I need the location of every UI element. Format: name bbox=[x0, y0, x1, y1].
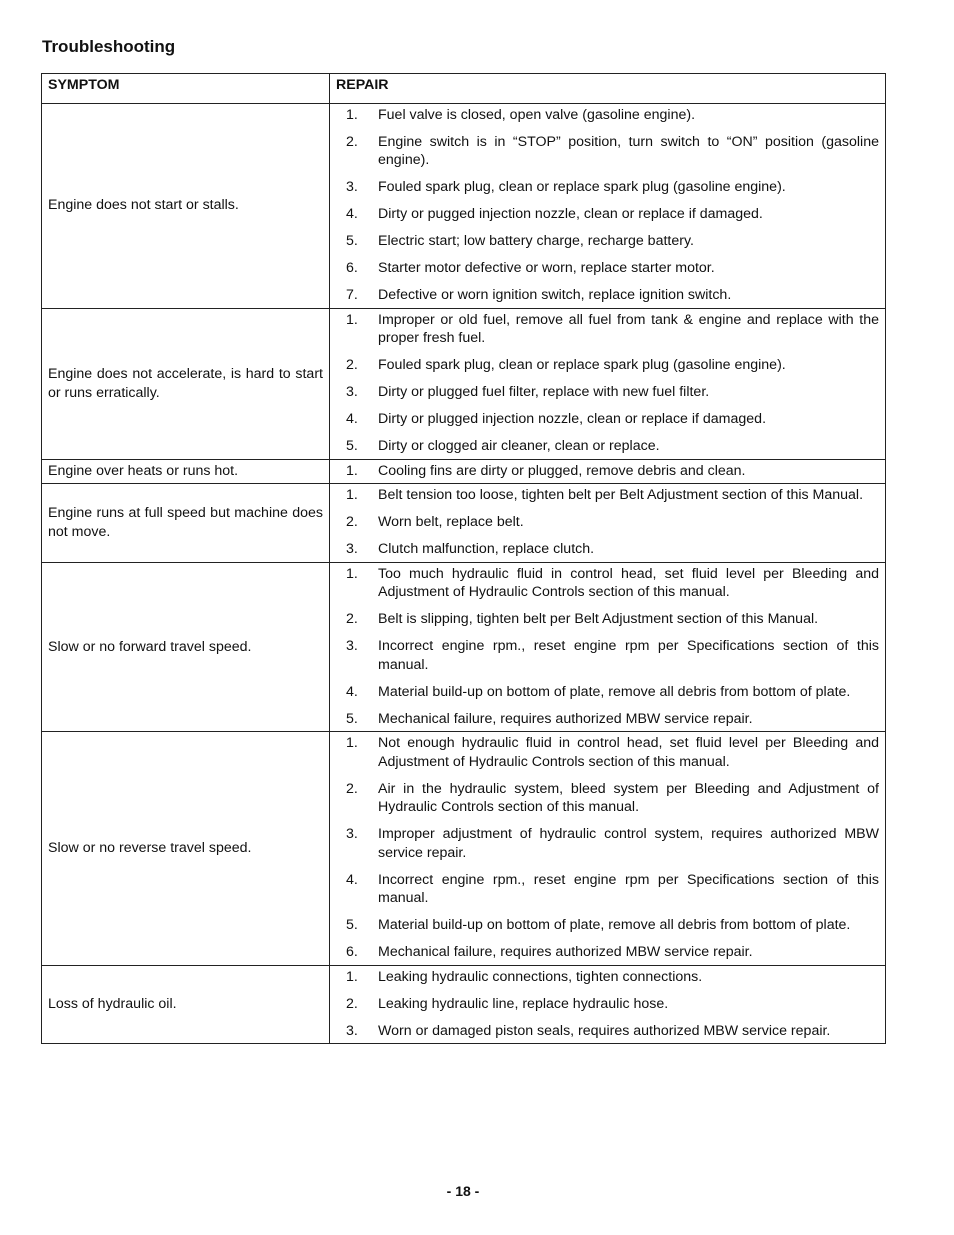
repair-item bbox=[336, 205, 879, 224]
repair-item-text: Fouled spark plug, clean or replace spark plug (gasoline engine). bbox=[378, 179, 786, 195]
repair-list bbox=[336, 486, 879, 559]
repair-cell bbox=[330, 965, 886, 1044]
repair-item-number: 6. bbox=[346, 944, 358, 960]
repair-item bbox=[336, 968, 879, 987]
table-row bbox=[42, 732, 886, 966]
symptom-cell: Engine over heats or runs hot. bbox=[42, 459, 330, 484]
symptom-cell: Engine does not accelerate, is hard to start or runs erratically. bbox=[42, 308, 330, 459]
repair-item bbox=[336, 232, 879, 251]
repair-item-number: 2. bbox=[346, 995, 358, 1012]
symptom-cell: Engine does not start or stalls. bbox=[42, 103, 330, 308]
repair-item-number: 3. bbox=[346, 384, 358, 400]
table-row bbox=[42, 103, 886, 308]
repair-item-text: Leaking hydraulic line, replace hydraulic hose. bbox=[378, 995, 669, 1012]
repair-item-number: 3. bbox=[346, 179, 358, 195]
repair-item bbox=[336, 383, 879, 402]
symptom-cell: Slow or no reverse travel speed. bbox=[42, 732, 330, 966]
repair-cell bbox=[330, 459, 886, 484]
repair-item-number: 4. bbox=[346, 411, 358, 427]
repair-item bbox=[336, 995, 879, 1014]
repair-list bbox=[336, 968, 879, 1041]
repair-item-text: Mechanical failure, requires authorized MBW service repair. bbox=[378, 944, 753, 960]
repair-item bbox=[336, 259, 879, 278]
repair-item bbox=[336, 311, 879, 348]
repair-item-number: 2. bbox=[346, 514, 358, 530]
repair-column-header: REPAIR bbox=[330, 74, 886, 104]
symptom-cell: Slow or no forward travel speed. bbox=[42, 562, 330, 732]
repair-item bbox=[336, 871, 879, 908]
repair-item-number: 6. bbox=[346, 260, 358, 276]
repair-item-number: 1. bbox=[346, 462, 358, 479]
repair-item-text: Defective or worn ignition switch, replace ignition switch. bbox=[378, 287, 732, 303]
repair-item-number: 2. bbox=[346, 133, 358, 150]
repair-item bbox=[336, 133, 879, 170]
repair-item bbox=[336, 1022, 879, 1041]
symptom-cell: Loss of hydraulic oil. bbox=[42, 965, 330, 1044]
page-number: - 18 - bbox=[446, 1183, 480, 1199]
repair-item-text: Too much hydraulic fluid in control head, set fluid level per Bleeding and Adjustment of Hydraulic Controls section of this manual. bbox=[378, 565, 879, 600]
repair-item bbox=[336, 540, 879, 559]
repair-item bbox=[336, 437, 879, 456]
repair-item bbox=[336, 683, 879, 702]
page-title: Troubleshooting bbox=[42, 37, 176, 56]
repair-item-text: Improper adjustment of hydraulic control system, requires authorized MBW service repair. bbox=[378, 826, 879, 861]
repair-item-text: Mechanical failure, requires authorized MBW service repair. bbox=[378, 710, 753, 727]
repair-item bbox=[336, 565, 879, 602]
repair-item bbox=[336, 916, 879, 935]
repair-item bbox=[336, 780, 879, 817]
repair-item bbox=[336, 462, 879, 481]
repair-item-text: Leaking hydraulic connections, tighten connections. bbox=[378, 968, 703, 985]
repair-cell bbox=[330, 308, 886, 459]
repair-item bbox=[336, 734, 879, 771]
repair-item bbox=[336, 710, 879, 729]
repair-item-text: Material build-up on bottom of plate, remove all debris from bottom of plate. bbox=[378, 917, 851, 933]
repair-item-text: Air in the hydraulic system, bleed system per Bleeding and Adjustment of Hydraulic Controls section of this manual. bbox=[378, 780, 879, 815]
repair-item-number: 5. bbox=[346, 438, 358, 454]
repair-cell bbox=[330, 732, 886, 966]
repair-item-number: 7. bbox=[346, 287, 358, 303]
repair-item-text: Material build-up on bottom of plate, remove all debris from bottom of plate. bbox=[378, 683, 851, 700]
repair-item-number: 1. bbox=[346, 311, 358, 328]
repair-item-text: Fuel valve is closed, open valve (gasoline engine). bbox=[378, 106, 696, 123]
repair-item-text: Belt tension too loose, tighten belt per Belt Adjustment section of this Manual. bbox=[378, 487, 864, 503]
repair-item-number: 3. bbox=[346, 1022, 358, 1039]
repair-item bbox=[336, 356, 879, 375]
repair-item-number: 3. bbox=[346, 638, 358, 654]
repair-cell bbox=[330, 562, 886, 732]
repair-item-text: Improper or old fuel, remove all fuel from tank & engine and replace with the proper fresh fuel. bbox=[378, 311, 879, 346]
repair-item-number: 1. bbox=[346, 735, 358, 751]
repair-item-number: 1. bbox=[346, 487, 358, 503]
repair-item-number: 3. bbox=[346, 826, 358, 842]
repair-item-text: Dirty or clogged air cleaner, clean or replace. bbox=[378, 438, 660, 454]
repair-item-number: 5. bbox=[346, 710, 358, 727]
repair-item-number: 1. bbox=[346, 968, 358, 985]
repair-item bbox=[336, 106, 879, 125]
symptom-cell: Engine runs at full speed but machine does not move. bbox=[42, 484, 330, 563]
repair-item bbox=[336, 286, 879, 305]
repair-list bbox=[336, 734, 879, 962]
repair-item-text: Dirty or pugged injection nozzle, clean or replace if damaged. bbox=[378, 206, 763, 222]
repair-item bbox=[336, 637, 879, 674]
table-row bbox=[42, 965, 886, 1044]
repair-item-text: Belt is slipping, tighten belt per Belt Adjustment section of this Manual. bbox=[378, 611, 819, 627]
table-header-row bbox=[42, 74, 886, 104]
repair-item-number: 2. bbox=[346, 611, 358, 627]
repair-item-text: Starter motor defective or worn, replace starter motor. bbox=[378, 260, 715, 276]
repair-item-number: 4. bbox=[346, 206, 358, 222]
repair-list bbox=[336, 565, 879, 729]
repair-list bbox=[336, 106, 879, 305]
repair-item-text: Electric start; low battery charge, recharge battery. bbox=[378, 233, 694, 249]
repair-cell bbox=[330, 484, 886, 563]
troubleshooting-table bbox=[41, 73, 886, 1044]
repair-item-number: 5. bbox=[346, 233, 358, 249]
repair-item-number: 4. bbox=[346, 871, 358, 888]
repair-item-number: 4. bbox=[346, 683, 358, 700]
repair-item-text: Incorrect engine rpm., reset engine rpm per Specifications section of this manual. bbox=[378, 638, 879, 673]
repair-item-text: Worn or damaged piston seals, requires authorized MBW service repair. bbox=[378, 1022, 831, 1039]
symptom-column-header: SYMPTOM bbox=[42, 74, 330, 104]
repair-item-text: Fouled spark plug, clean or replace spark plug (gasoline engine). bbox=[378, 357, 786, 373]
repair-list bbox=[336, 462, 879, 481]
repair-item-number: 5. bbox=[346, 917, 358, 933]
repair-item-text: Clutch malfunction, replace clutch. bbox=[378, 541, 595, 557]
repair-item bbox=[336, 610, 879, 629]
table-row bbox=[42, 459, 886, 484]
repair-item-text: Dirty or plugged fuel filter, replace with new fuel filter. bbox=[378, 384, 710, 400]
repair-item-text: Cooling fins are dirty or plugged, remove debris and clean. bbox=[378, 462, 746, 479]
repair-item-number: 2. bbox=[346, 357, 358, 373]
repair-item bbox=[336, 943, 879, 962]
repair-item-text: Worn belt, replace belt. bbox=[378, 514, 524, 530]
repair-item-number: 2. bbox=[346, 780, 358, 797]
repair-item-number: 1. bbox=[346, 106, 358, 123]
repair-item-number: 3. bbox=[346, 541, 358, 557]
table-row bbox=[42, 484, 886, 563]
repair-list bbox=[336, 311, 879, 456]
repair-item bbox=[336, 178, 879, 197]
table-row bbox=[42, 562, 886, 732]
repair-cell bbox=[330, 103, 886, 308]
table-row bbox=[42, 308, 886, 459]
repair-item-text: Not enough hydraulic fluid in control head, set fluid level per Bleeding and Adjustment of Hydraulic Controls section of this manual. bbox=[378, 735, 879, 770]
repair-item bbox=[336, 825, 879, 862]
repair-item-text: Incorrect engine rpm., reset engine rpm per Specifications section of this manual. bbox=[378, 871, 879, 906]
repair-item-text: Dirty or plugged injection nozzle, clean or replace if damaged. bbox=[378, 411, 767, 427]
table-body bbox=[42, 103, 886, 1044]
repair-item bbox=[336, 486, 879, 505]
repair-item-text: Engine switch is in “STOP” position, turn switch to “ON” position (gasoline engine). bbox=[378, 133, 879, 168]
repair-item-number: 1. bbox=[346, 565, 358, 582]
repair-item bbox=[336, 513, 879, 532]
repair-item bbox=[336, 410, 879, 429]
